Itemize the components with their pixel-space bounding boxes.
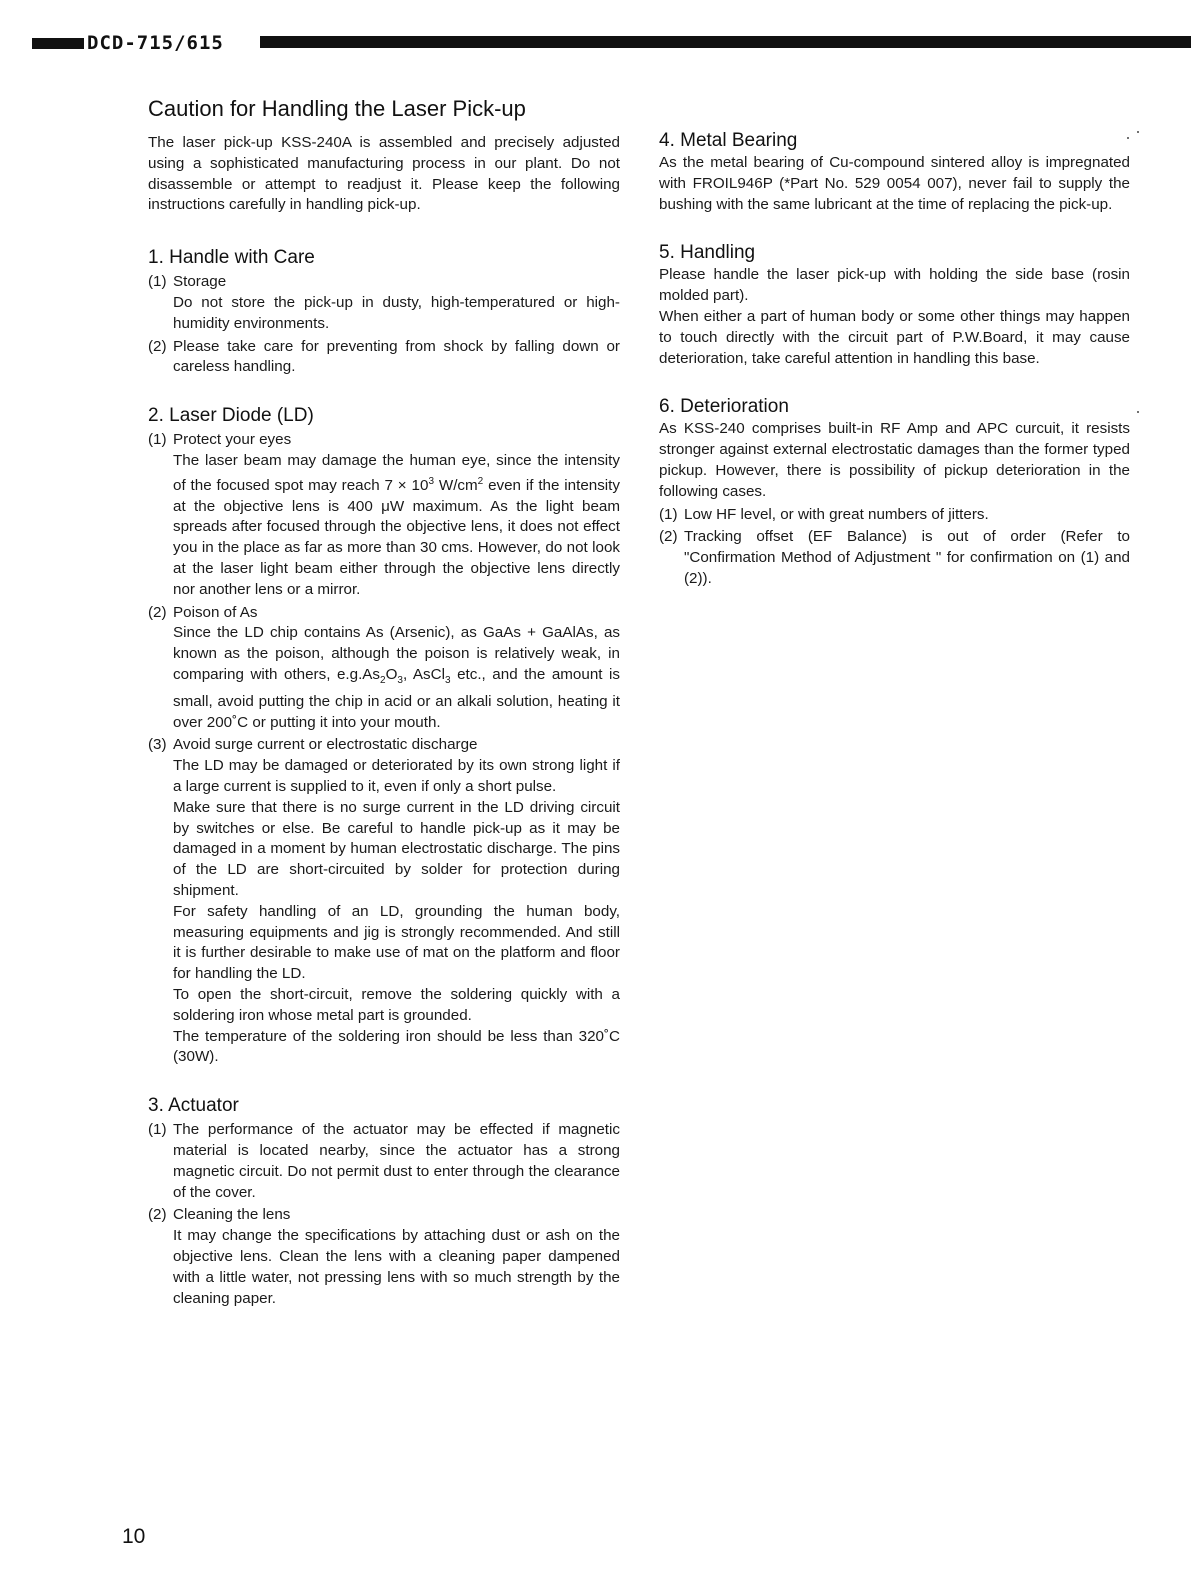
section-text: As KSS-240 comprises built-in RF Amp and APC curcuit, it resists stronger against external electrostatic damages than the former typed pickup. However, there is possibility of pickup deterioration in the following cases. <box>659 420 1130 500</box>
item-text: Make sure that there is no surge current in the LD driving circuit by switches or else. Be careful to handle pick-up as it may be damaged in a moment by human electrostatic discharge. The pins of the LD are short-circuited by solder for protection during shipment. <box>173 798 620 899</box>
item-text: It may change the specifications by attaching dust or ash on the objective lens. Clean the lens with a cleaning paper dampened with a little water, not pressing lens with so much strength by the cleaning paper. <box>173 1227 620 1307</box>
item-text: The LD may be damaged or deteriorated by its own strong light if a large current is supplied to it, even if only a short pulse. <box>173 757 620 796</box>
item-title: Cleaning the lens <box>173 1206 291 1224</box>
list-item <box>148 430 620 600</box>
item-text: For safety handling of an LD, grounding the human body, measuring equipments and jig is strongly recommended. And still it is further desirable to make use of mat on the platform and floor for handling the LD. <box>173 902 620 983</box>
page-title: Caution for Handling the Laser Pick-up <box>148 96 526 121</box>
item-text: The temperature of the soldering iron should be less than 320˚C (30W). <box>173 1027 620 1066</box>
header-bar-left <box>32 38 84 49</box>
item-text <box>173 623 620 733</box>
list-item <box>148 337 620 379</box>
item-text: Do not store the pick-up in dusty, high-temperatured or high-humidity environments. <box>173 293 620 332</box>
item-number: (1) <box>659 505 678 523</box>
model-number: DCD-715/615 <box>87 32 224 54</box>
list-item <box>148 735 620 1068</box>
item-number: (1) <box>148 431 167 449</box>
section-actuator <box>148 1094 620 1309</box>
text-run: even if the intensity at the objective lens is 400 μW maximum. As the light beam spreads after focused through the objective lens, it does not effect you in the place as far as more than 30 cms. However, do not look at the laser light beam either through the objective lens directly nor another lens or a mirror. <box>173 476 620 598</box>
header-bar-right <box>260 36 1191 48</box>
text-run: , AsCl <box>402 666 445 683</box>
text-run: O <box>385 666 398 683</box>
item-number: (1) <box>148 273 167 291</box>
item-number: (2) <box>659 528 678 546</box>
list-item <box>659 505 1130 526</box>
section-text: As the metal bearing of Cu-compound sintered alloy is impregnated with FROIL946P (*Part No. 529 0054 007), never fail to supply the bushing with the same lubricant at the time of replacing the pick-up. <box>659 154 1130 213</box>
item-number: (2) <box>148 603 167 621</box>
item-text: Tracking offset (EF Balance) is out of order (Refer to "Confirmation Method of Adjustment " for confirmation on (1) and (2)). <box>684 528 1130 587</box>
section-heading: 5. Handling <box>659 242 756 264</box>
scan-speck <box>1127 137 1129 139</box>
section-heading: 3. Actuator <box>148 1095 239 1117</box>
item-title: Protect your eyes <box>173 431 292 449</box>
subscript: 3 <box>397 675 403 687</box>
item-number: (2) <box>148 1206 167 1224</box>
text-run: The laser beam may damage the human eye, since the intensity of the focused spot may reach 7 × 10 <box>173 451 620 494</box>
right-column <box>659 129 1130 590</box>
section-heading: 6. Deterioration <box>659 396 789 418</box>
section-handling <box>659 241 1130 369</box>
section-heading: 2. Laser Diode (LD) <box>148 405 314 427</box>
list-item <box>148 1205 620 1309</box>
scan-speck <box>1137 131 1139 133</box>
superscript: 3 <box>428 475 434 487</box>
item-number: (2) <box>148 337 167 355</box>
subscript: 2 <box>380 675 386 687</box>
section-deterioration <box>659 395 1130 589</box>
item-number: (1) <box>148 1121 167 1139</box>
section-metal-bearing <box>659 129 1130 215</box>
item-number: (3) <box>148 736 167 754</box>
section-handle-with-care <box>148 246 620 378</box>
section-text: When either a part of human body or some other things may happen to touch directly with the circuit part of P.W.Board, it may cause deterioration, take careful attention in handling this base. <box>659 307 1130 367</box>
item-title: Avoid surge current or electrostatic discharge <box>173 736 478 754</box>
item-text: To open the short-circuit, remove the soldering quickly with a soldering iron whose metal part is grounded. <box>173 985 620 1024</box>
section-heading: 1. Handle with Care <box>148 247 315 269</box>
list-item <box>659 527 1130 589</box>
page-number: 10 <box>122 1525 146 1548</box>
text-run: etc., and the amount is small, avoid putting the chip in acid or an alkali solution, heating it over 200˚C or putting it into your mouth. <box>173 666 620 731</box>
list-item <box>148 1120 620 1203</box>
left-column <box>148 133 620 1309</box>
subscript: 3 <box>444 675 451 687</box>
item-title: Poison of As <box>173 603 258 621</box>
superscript: 2 <box>477 475 484 487</box>
intro-paragraph: The laser pick-up KSS-240A is assembled and precisely adjusted using a sophisticated manufacturing process in our plant. Do not disassemble or attempt to readjust it. Please keep the following instructions carefully in handling pick-up. <box>148 134 620 214</box>
list-item <box>148 272 620 334</box>
section-heading: 4. Metal Bearing <box>659 130 798 151</box>
item-text <box>173 451 620 601</box>
text-run: W/cm <box>434 476 478 494</box>
section-text: Please handle the laser pick-up with holding the side base (rosin molded part). <box>659 266 1130 305</box>
text-run: Since the LD chip contains As (Arsenic), as GaAs + GaAlAs, as known as the poison, although the poison is relatively weak, in comparing with others, e.g.As <box>173 624 620 683</box>
scan-speck <box>1137 411 1139 413</box>
item-text: The performance of the actuator may be effected if magnetic material is located nearby, since the actuator has a strong magnetic circuit. Do not permit dust to enter through the clearance of the cover. <box>173 1121 620 1201</box>
list-item <box>148 603 620 734</box>
section-laser-diode <box>148 404 620 1068</box>
item-text: Low HF level, or with great numbers of jitters. <box>684 505 989 523</box>
item-text: Please take care for preventing from shock by falling down or careless handling. <box>173 337 620 376</box>
item-title: Storage <box>173 273 227 291</box>
